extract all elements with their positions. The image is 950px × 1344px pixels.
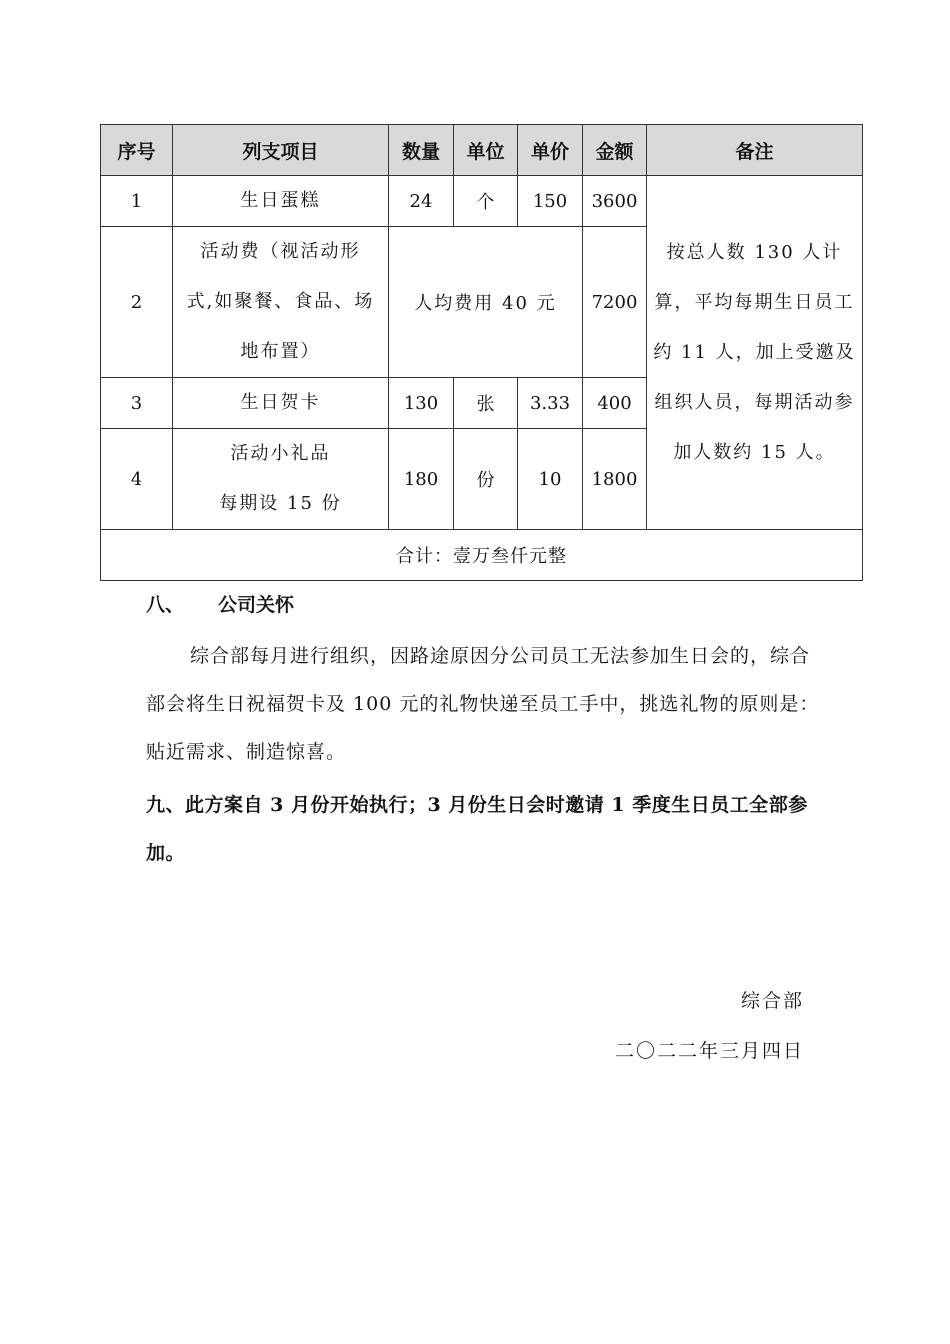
row-quantity: 24 bbox=[389, 176, 454, 227]
row-unit: 个 bbox=[454, 176, 518, 227]
row-unit-price: 3.33 bbox=[518, 378, 583, 429]
row-amount: 7200 bbox=[583, 227, 647, 378]
row-unit: 份 bbox=[454, 429, 518, 530]
row-index: 4 bbox=[101, 429, 173, 530]
signature-department: 综合部 bbox=[740, 990, 804, 1012]
row-item bbox=[173, 429, 389, 530]
row-unit-price: 10 bbox=[518, 429, 583, 530]
header-amount: 金额 bbox=[583, 125, 647, 176]
section-8-title: 公司关怀 bbox=[218, 594, 295, 616]
section-9-text: 九、此方案自 3 月份开始执行；3 月份生日会时邀请 1 季度生日员工全部参加。 bbox=[146, 794, 808, 864]
table-total-row bbox=[101, 530, 863, 581]
row-amount: 1800 bbox=[583, 429, 647, 530]
row-item-line: 每期设 15 份 bbox=[219, 493, 342, 514]
header-unit: 单位 bbox=[454, 125, 518, 176]
row-index: 1 bbox=[101, 176, 173, 227]
table-row bbox=[101, 176, 863, 227]
row-item-line: 地布置） bbox=[240, 341, 321, 362]
row-index: 3 bbox=[101, 378, 173, 429]
row-index: 2 bbox=[101, 227, 173, 378]
header-remark: 备注 bbox=[647, 125, 863, 176]
row-item-line: 活动费（视活动形 bbox=[200, 241, 361, 262]
total-cell: 合计：壹万叁仟元整 bbox=[101, 530, 863, 581]
row-unit-price: 150 bbox=[518, 176, 583, 227]
header-unit-price: 单价 bbox=[518, 125, 583, 176]
remark-cell: 按总人数 130 人计算，平均每期生日员工约 11 人，加上受邀及组织人员，每期活动参加人数约 15 人。 bbox=[647, 176, 863, 530]
section-8-number: 八、 bbox=[146, 594, 185, 616]
table-header-row bbox=[101, 125, 863, 176]
row-unit: 张 bbox=[454, 378, 518, 429]
row-per-capita-cost: 人均费用 40 元 bbox=[389, 227, 583, 378]
header-quantity: 数量 bbox=[389, 125, 454, 176]
row-item-line: 式,如聚餐、食品、场 bbox=[186, 291, 375, 312]
signature-date: 二〇二二年三月四日 bbox=[614, 1040, 804, 1062]
budget-table bbox=[100, 124, 863, 581]
row-item bbox=[173, 227, 389, 378]
row-amount: 400 bbox=[583, 378, 647, 429]
section-8-heading bbox=[146, 590, 294, 617]
row-item: 生日贺卡 bbox=[173, 378, 389, 429]
row-quantity: 180 bbox=[389, 429, 454, 530]
row-quantity: 130 bbox=[389, 378, 454, 429]
header-index: 序号 bbox=[101, 125, 173, 176]
row-amount: 3600 bbox=[583, 176, 647, 227]
header-item: 列支项目 bbox=[173, 125, 389, 176]
section-8-body: 综合部每月进行组织，因路途原因分公司员工无法参加生日会的，综合部会将生日祝福贺卡及 100 元的礼物快递至员工手中，挑选礼物的原则是：贴近需求、制造惊喜。 bbox=[146, 645, 820, 763]
row-item-line: 活动小礼品 bbox=[230, 443, 331, 464]
row-item: 生日蛋糕 bbox=[173, 176, 389, 227]
